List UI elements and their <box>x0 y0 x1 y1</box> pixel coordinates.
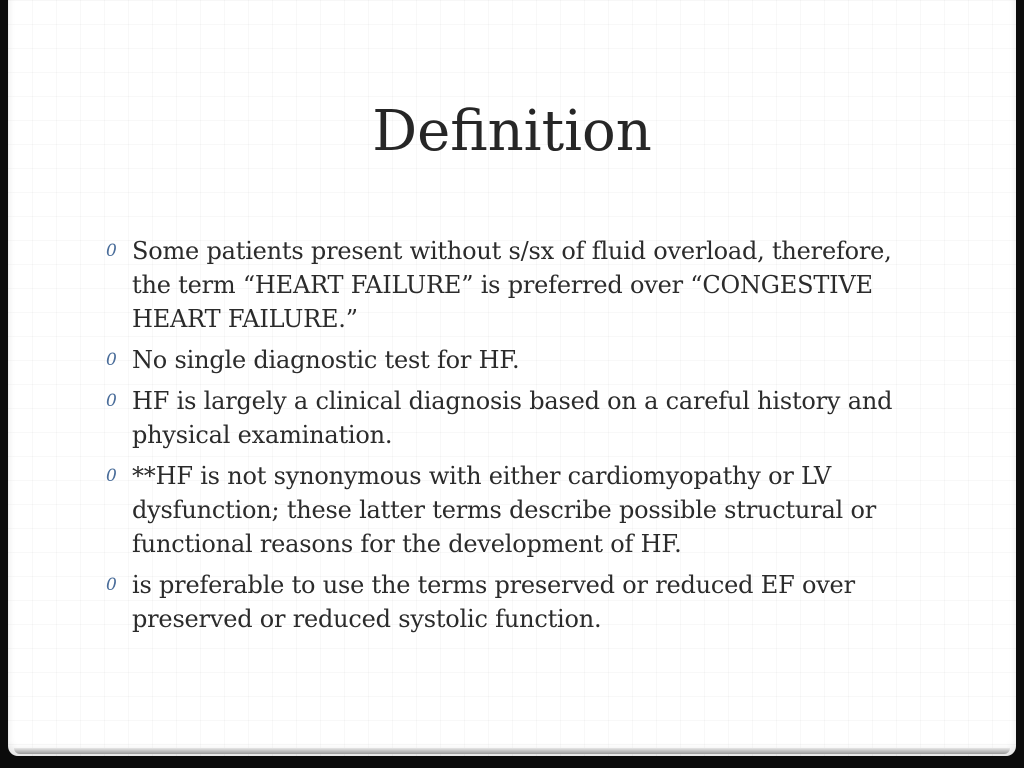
bullet-marker: 0 <box>106 466 117 486</box>
bullet-item-2 <box>104 343 924 377</box>
bullet-item-3 <box>104 384 924 452</box>
bullet-marker: 0 <box>106 391 117 411</box>
bullet-marker: 0 <box>106 575 117 595</box>
bullet-item-5 <box>104 568 924 636</box>
bullet-text: No single diagnostic test for HF. <box>132 346 520 374</box>
bullet-item-4 <box>104 459 924 561</box>
bullet-text: is preferable to use the terms preserved or reduced EF over preserved or reduced systolic function. <box>132 571 855 633</box>
slide-title: Definition <box>372 99 652 164</box>
bullet-marker: 0 <box>106 241 117 261</box>
bullet-item-1 <box>104 234 924 336</box>
bullet-list <box>104 234 924 643</box>
bullet-text: HF is largely a clinical diagnosis based on a careful history and physical examination. <box>132 387 893 449</box>
bullet-text: Some patients present without s/sx of fluid overload, therefore, the term “HEART FAILURE” is preferred over “CONGESTIVE HEART FAILURE.” <box>132 237 892 333</box>
bullet-marker: 0 <box>106 350 117 370</box>
bullet-text: **HF is not synonymous with either cardiomyopathy or LV dysfunction; these latter terms describe possible structural or functional reasons for the development of HF. <box>132 462 876 558</box>
slide <box>8 0 1016 756</box>
slide-bottom-edge <box>14 748 1010 754</box>
